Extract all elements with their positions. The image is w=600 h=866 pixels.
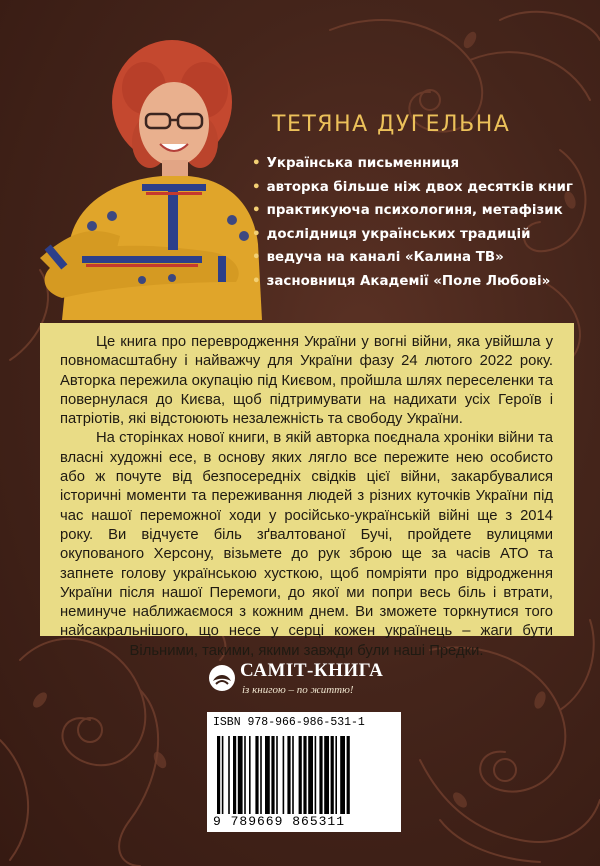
barcode-bar <box>308 736 313 814</box>
barcode-bar <box>315 736 317 814</box>
barcode-bar <box>238 736 243 814</box>
barcode-bar <box>276 736 278 814</box>
barcode-bar <box>260 736 262 814</box>
barcode-bar <box>217 736 220 814</box>
barcode-bar <box>233 736 236 814</box>
blurb-paragraph: Це книга про перевродження України у вогні війни, яка увійшла у повномасштабну і найважчу для України фазу 24 лютого 2022 року. Авторка пережила окупацію під Києвом, пройшла шлях переселенки та повернулася до Києва, щоб підтримувати на надихати усіх Героїв і патріотів, які відстоюють незалежність та свободу України. <box>60 334 553 428</box>
barcode-bar <box>244 736 246 814</box>
isbn-barcode-box <box>207 712 401 832</box>
barcode-bar <box>292 736 294 814</box>
publisher-name: САМІТ-КНИГА <box>240 660 384 681</box>
author-name: ТЕТЯНА ДУГЕЛЬНА <box>272 112 511 137</box>
blurb-paragraph: На сторінках нової книги, в якій авторка поєднала хроніки війни та власні художні есе, в основу яких лягло все пережите нею особисто або ж почуте від безпосередніх свідків цієї війни, закарбувалися історичні моменти та переживання людей з різних куточків України під час нашої переможної ходи у російсько-українській війні ще з 2014 року. Ви відчуєте біль зґвалтованої Бучі, пройдете вулицями окупованого Херсону, візьмете до рук зброю ще за часів АТО та запнете голову українською хусткою, щоб помріяти про відродження України після нашої Перемоги, до якої ми попри весь біль і втрати, неминуче наближаємося з кожним днем. Ви зможете торкнутися того найсакральнішого, що несе у серці кожен українець – жаги бути Вільними, такими, якими завжди були наші Предки. <box>60 430 553 659</box>
barcode-bar <box>335 736 337 814</box>
barcode-bar <box>255 736 258 814</box>
barcode-bar <box>283 736 285 814</box>
bio-item: • авторка більше ніж двох десятків книг <box>252 179 573 195</box>
publisher-emblem-icon <box>208 664 236 692</box>
barcode-bar <box>347 736 350 814</box>
barcode-bar <box>324 736 329 814</box>
barcode <box>215 736 395 814</box>
bullet-icon: • <box>252 273 261 289</box>
bio-item: • практикуюча психологиня, метафізик <box>252 203 563 219</box>
barcode-bar <box>340 736 345 814</box>
barcode-bar <box>271 736 274 814</box>
barcode-bar <box>319 736 322 814</box>
barcode-bar <box>331 736 334 814</box>
barcode-bar <box>303 736 306 814</box>
barcode-bar <box>222 736 224 814</box>
barcode-bar <box>287 736 290 814</box>
barcode-bar <box>249 736 251 814</box>
barcode-bar <box>265 736 270 814</box>
isbn-label: ISBN 978-966-986-531-1 <box>213 716 365 729</box>
publisher-tagline: із книгою – по життю! <box>242 684 354 696</box>
bio-item: • дослідниця українських традицій <box>252 226 531 242</box>
barcode-bar <box>299 736 302 814</box>
author-bio-list <box>252 152 573 294</box>
bullet-icon: • <box>252 226 261 242</box>
bullet-icon: • <box>252 156 261 171</box>
bio-item: • засновниця Академії «Поле Любові» <box>252 273 551 289</box>
bio-item: • ведуча на каналі «Калина ТВ» <box>252 250 504 266</box>
bullet-icon: • <box>252 250 261 266</box>
publisher-logo <box>208 660 388 702</box>
bio-item: • Українська письменниця <box>252 156 460 171</box>
bullet-icon: • <box>252 203 261 219</box>
book-blurb-panel <box>40 323 574 659</box>
bullet-icon: • <box>252 179 261 195</box>
barcode-digits: 9 789669 865311 <box>213 814 346 829</box>
author-portrait <box>22 30 262 320</box>
barcode-bar <box>228 736 230 814</box>
